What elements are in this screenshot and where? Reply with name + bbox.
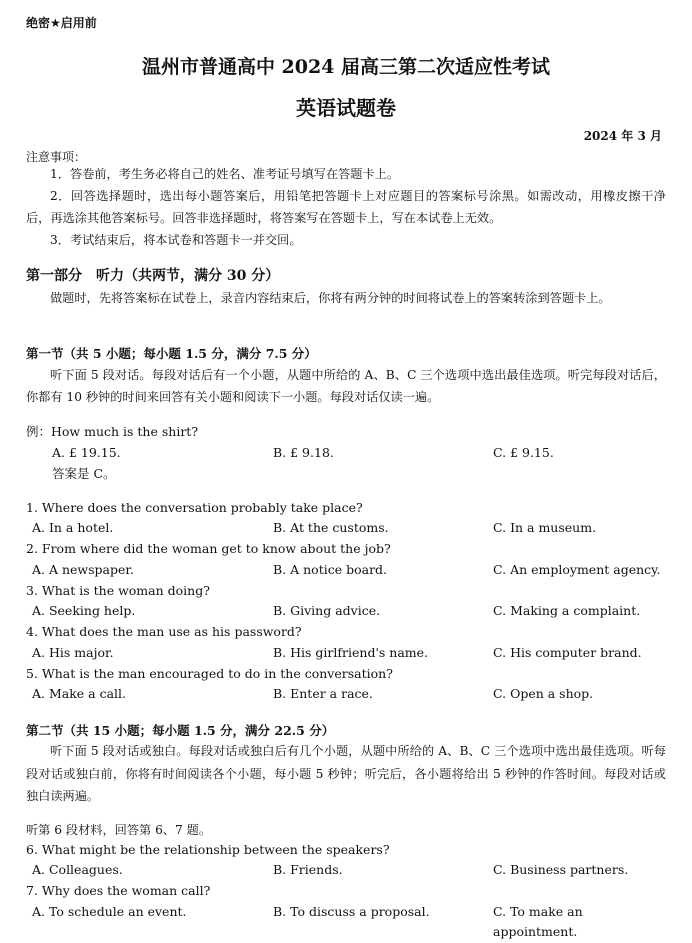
option-a: A. His major.: [32, 644, 114, 660]
example-question-text: 例：How much is the shirt?: [26, 424, 199, 439]
question-text: 1. Where does the conversation probably take place?: [26, 500, 363, 515]
example-option-c: C. £ 9.15.: [493, 445, 554, 460]
option-a: A. Seeking help.: [32, 603, 136, 619]
exam-date: 2024 年 3 月: [583, 129, 662, 143]
question-text: 7. Why does the woman call?: [26, 883, 211, 899]
option-a: A. In a hotel.: [32, 520, 114, 536]
section1-questions: [26, 498, 666, 705]
question-options: [26, 860, 666, 881]
section2-description: 听下面 5 段对话或独白。每段对话或独白后有几个小题，从题中所给的 A、B、C 三个选项中选出最佳选项。听每段对话或独白前，你将有时间阅读各个小题，每小题 5 秒钟；听完后，各小题将给出 5 秒钟的作答时间。每段对话或独白读两遍。: [26, 744, 666, 803]
option-a: A. A newspaper.: [32, 561, 134, 577]
question-text: 2. From where did the woman get to know about the job?: [26, 541, 391, 557]
question-options: [26, 643, 666, 664]
option-b: B. Enter a race.: [273, 686, 373, 702]
example-option-b: B. £ 9.18.: [273, 445, 334, 460]
option-b: B. His girlfriend's name.: [273, 644, 428, 660]
exam-subtitle: 英语试题卷: [296, 96, 396, 120]
option-c: C. An employment agency.: [493, 561, 661, 577]
option-b: B. To discuss a proposal.: [273, 903, 430, 919]
question-options: [26, 902, 666, 940]
question-options: [26, 684, 666, 705]
question-text: 6. What might be the relationship between the speakers?: [26, 842, 390, 857]
section1-heading: 第一节（共 5 小题；每小题 1.5 分，满分 7.5 分）: [26, 346, 317, 361]
example-answer: 答案是 C。: [52, 466, 116, 481]
example-question: [26, 421, 666, 484]
option-c: C. To make an appointment.: [493, 903, 583, 940]
notice-item: 3．考试结束后，将本试卷和答题卡一并交回。: [50, 233, 302, 247]
section2-heading: 第二节（共 15 小题；每小题 1.5 分，满分 22.5 分）: [26, 723, 335, 738]
notice-heading: 注意事项：: [26, 150, 87, 164]
option-c: C. Open a shop.: [493, 686, 594, 702]
notice-item: 1．答卷前，考生务必将自己的姓名、准考证号填写在答题卡上。: [50, 167, 400, 181]
option-b: B. A notice board.: [273, 561, 388, 577]
question-options: [26, 601, 666, 622]
question-text: 3. What is the woman doing?: [26, 582, 210, 598]
notice-list: [26, 163, 666, 251]
notice-item: 2．回答选择题时，选出每小题答案后，用铅笔把答题卡上对应题目的答案标号涂黑。如需改动，用橡皮擦干净后，再选涂其他答案标号。回答非选择题时，将答案写在答题卡上，写在本试卷上无效。: [26, 189, 666, 225]
question-text: 4. What does the man use as his password?: [26, 624, 302, 640]
confidential-mark: 绝密★启用前: [26, 16, 97, 30]
option-b: B. Giving advice.: [273, 603, 381, 619]
option-a: A. Make a call.: [32, 686, 127, 702]
option-b: B. At the customs.: [273, 520, 389, 536]
question-text: 5. What is the man encouraged to do in the conversation?: [26, 665, 393, 681]
example-option-a: A. £ 19.15.: [52, 445, 121, 460]
option-a: A. To schedule an event.: [32, 903, 187, 919]
option-c: C. His computer brand.: [493, 644, 642, 660]
question-options: [26, 518, 666, 539]
material-instruction: 听第 6 段材料，回答第 6、7 题。: [26, 823, 212, 837]
section1-description: 听下面 5 段对话。每段对话后有一个小题，从题中所给的 A、B、C 三个选项中选出最佳选项。听完每段对话后，你都有 10 秒钟的时间来回答有关小题和阅读下一小题。每段对话仅读一遍。: [26, 368, 666, 404]
question-options: [26, 560, 666, 581]
part1-heading: 第一部分 听力（共两节，满分 30 分）: [26, 268, 280, 284]
part1-description: 做题时，先将答案标在试卷上，录音内容结束后，你将有两分钟的时间将试卷上的答案转涂到答题卡上。: [50, 291, 611, 305]
example-options: [26, 442, 666, 463]
exam-title: 温州市普通高中 2024 届高三第二次适应性考试: [141, 56, 551, 78]
option-c: C. Business partners.: [493, 862, 629, 878]
option-a: A. Colleagues.: [32, 862, 123, 878]
section2-questions: [26, 840, 666, 940]
option-c: C. Making a complaint.: [493, 603, 641, 619]
option-b: B. Friends.: [273, 862, 343, 878]
option-c: C. In a museum.: [493, 520, 597, 536]
